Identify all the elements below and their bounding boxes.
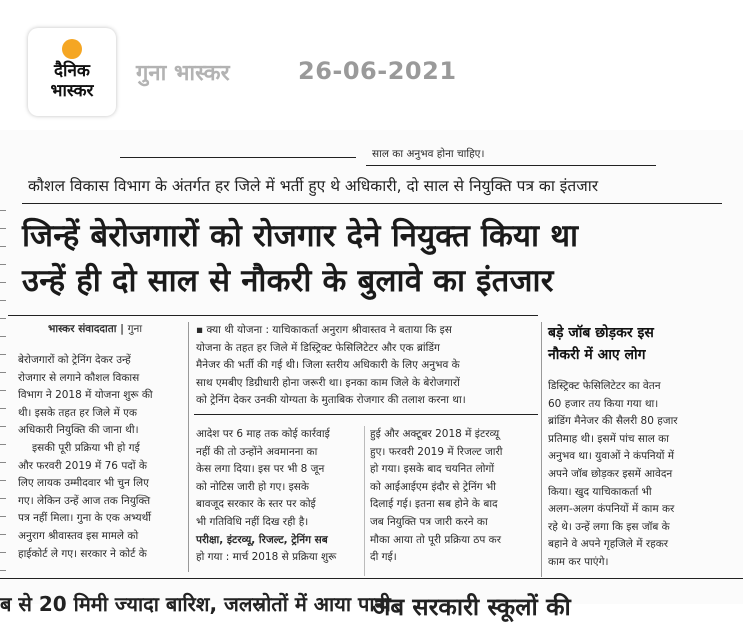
box-line: योजना के तहत हर जिले में डिस्ट्रिक्ट फेसिलिटेटर और एक ब्रांडिंग (196, 341, 440, 354)
col4-line: काम कर पाएंगे। (548, 555, 609, 568)
col3-line: जब नियुक्ति पत्र जारी करने का (370, 515, 488, 528)
logo-text-line2: भास्कर (50, 81, 94, 101)
top-note: साल का अनुभव होना चाहिए। (372, 148, 485, 160)
side-heading-line-1: बड़े जॉब छोड़कर इस (548, 325, 654, 341)
headline-line-1: जिन्हें बेरोजगारों को रोजगार देने नियुक्त किया था (22, 218, 579, 254)
column-3 (370, 426, 534, 567)
col4-line: प्रतिमाह थी। इसमें पांच साल का (548, 432, 669, 445)
col2-line: नहीं की तो उन्होंने अवमानना का (196, 445, 318, 458)
info-box (196, 322, 536, 410)
col1-line: इसकी पूरी प्रक्रिया भी हो गई (32, 441, 140, 454)
box-line: ▪ क्या थी योजना : याचिकाकर्ता अनुराग श्रीवास्तव ने बताया कि इस (196, 324, 452, 336)
col3-line: हुई और अक्टूबर 2018 में इंटरव्यू (370, 428, 500, 440)
col1-line: रोजगार से लगाने कौशल विकास (18, 371, 140, 384)
sun-icon (62, 39, 82, 59)
column-divider (188, 322, 189, 572)
next-story-strip (0, 588, 743, 621)
col4-line: किया। खुद याचिकाकर्ता भी (548, 485, 652, 498)
col2-line: केस लगा दिया। इस पर भी 8 जून (196, 463, 325, 476)
kicker-underline (22, 203, 722, 204)
col4-line: रहे थे। उन्हें लगा कि इस जॉब के (548, 520, 670, 533)
col2-line: बावजूद सरकार के स्तर पर कोई (196, 498, 316, 511)
col4-line: ब्रांडिंग मैनेजर की सैलरी 80 हजार (548, 415, 678, 428)
col2-line: आदेश पर 6 माह तक कोई कार्रवाई (196, 428, 330, 440)
bottom-rule (0, 578, 743, 579)
col4-line: बहाने वे अपने गृहजिले में रहकर (548, 538, 669, 551)
col1-line: गए। लेकिन उन्हें आज तक नियुक्ति (18, 494, 151, 507)
box-line: को ट्रेनिंग देकर उनकी योग्यता के मुताबिक रोजगार की तलाश करना था। (196, 394, 466, 407)
dainik-bhaskar-logo[interactable] (28, 28, 116, 116)
edition-date: 26-06-2021 (298, 57, 457, 85)
col1-line: पत्र नहीं मिला। गुना के एक अभ्यर्थी (18, 512, 152, 525)
side-heading (548, 322, 654, 366)
col1-line: लिए लायक उम्मीदवार भी चुन लिए (18, 477, 149, 490)
col1-line: हाईकोर्ट ले गए। सरकार ने कोर्ट के (18, 547, 147, 560)
column-1 (18, 352, 182, 563)
col3-line: दी गई। (370, 551, 397, 564)
col2-line: हो गया : मार्च 2018 से प्रक्रिया शुरू (196, 551, 337, 564)
next-story-right: अब सरकारी स्कूलों की (372, 593, 571, 621)
headline (22, 214, 578, 304)
col2-line: को नोटिस जारी हो गए। इसके (196, 480, 309, 493)
box-line: साथ एमबीए डिग्रीधारी होना जरूरी था। इनका काम जिले के बेरोजगारों (196, 376, 460, 389)
col1-line: थी। इसके तहत हर जिले में एक (18, 406, 137, 419)
logo-text-line1: दैनिक (54, 61, 90, 81)
side-heading-line-2: नौकरी में आए लोग (548, 347, 646, 363)
column-2 (196, 426, 358, 567)
edition-name: गुना भास्कर (136, 61, 230, 86)
col3-line: हुए। फरवरी 2019 में रिजल्ट जारी (370, 445, 503, 458)
col4-line: अपने जॉब छोड़कर इसमें आवेदन (548, 467, 673, 480)
box-underline (194, 414, 538, 415)
col3-line: मौका आया तो पूरी प्रक्रिया ठप कर (370, 533, 502, 546)
kicker-line: कौशल विकास विभाग के अंतर्गत हर जिले में भर्ती हुए थे अधिकारी, दो साल से नियुक्ति पत्र का इंतजार (28, 177, 599, 195)
column-divider (364, 426, 365, 576)
byline-city: गुना (127, 323, 143, 335)
column-4 (548, 378, 708, 572)
col3-line: को आईआईएम इंदौर से ट्रेनिंग भी (370, 480, 497, 493)
col3-line: हो गया। इसके बाद चयनित लोगों (370, 463, 495, 476)
col3-line: दिलाई गई। इतना सब होने के बाद (370, 498, 498, 511)
col4-line: 60 हजार तय किया गया था। (548, 397, 659, 410)
column-divider (541, 322, 542, 577)
next-story-left: ब से 20 मिमी ज्यादा बारिश, जलस्रोतों में आया पानी (0, 592, 391, 616)
byline: भास्कर संवाददाता | गुना (48, 323, 143, 335)
col2-line: भी गतिविधि नहीं दिख रही है। (196, 515, 309, 528)
box-line: मैनेजर की भर्ती की गई थी। जिला स्तरीय अधिकारी के लिए अनुभव के (196, 359, 460, 372)
col4-line: डिस्ट्रिक्ट फेसिलिटेटर का वेतन (548, 380, 661, 392)
col4-line: अलग-अलग कंपनियों में काम कर (548, 503, 675, 516)
headline-underline (8, 315, 538, 316)
top-rule-right (366, 165, 656, 166)
col4-line: अनुभव था। युवाओं ने कंपनियों में (548, 450, 675, 463)
byline-org: भास्कर संवाददाता (48, 323, 117, 335)
top-rule-left (120, 157, 356, 158)
headline-line-2: उन्हें ही दो साल से नौकरी के बुलावे का इंतजार (22, 263, 554, 299)
col2-subhead: परीक्षा, इंटरव्यू, रिजल्ट, ट्रेनिंग सब (196, 533, 328, 546)
col1-line: बेरोजगारों को ट्रेनिंग देकर उन्हें (18, 354, 131, 366)
col1-line: विभाग ने 2018 में योजना शुरू की (18, 389, 153, 402)
col1-line: अधिकारी नियुक्ति की जाना थी। (18, 424, 139, 437)
col1-line: और फरवरी 2019 में 76 पदों के (18, 459, 147, 472)
col1-line: अनुराग श्रीवास्तव इस मामले को (18, 529, 139, 542)
left-edge-fragment (0, 200, 6, 580)
